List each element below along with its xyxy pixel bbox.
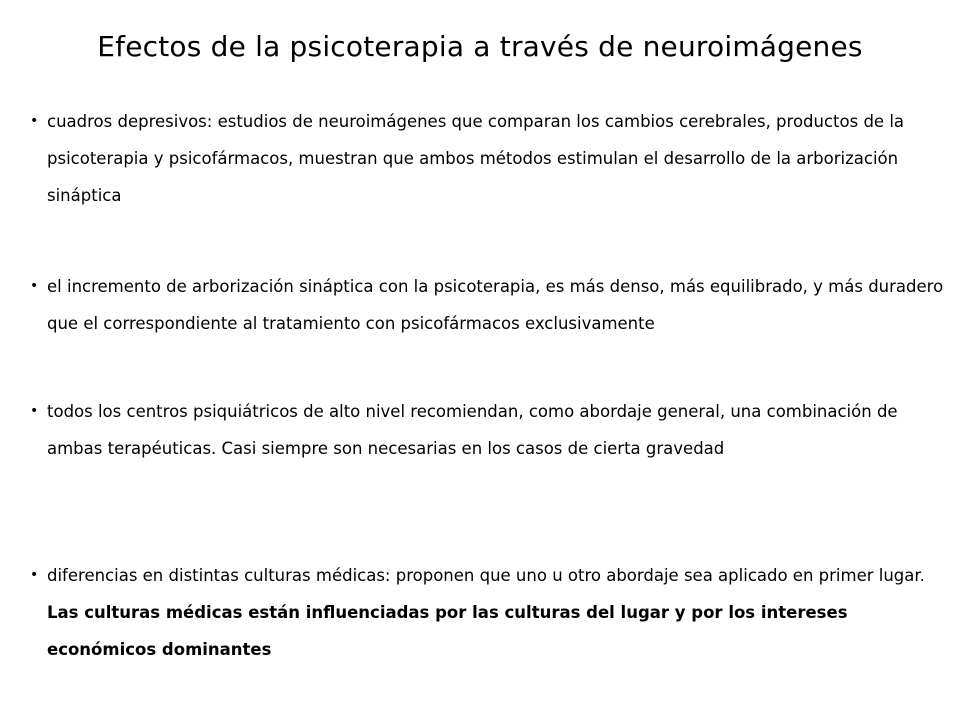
- bullet-text-mixed: [47, 557, 945, 668]
- bullet-marker: •: [30, 567, 39, 583]
- bullet-text: todos los centros psiquiátricos de alto nivel recomiendan, como abordaje general, una combinación de ambas terapéuticas. Casi siempre son necesarias en los casos de cierta gravedad: [47, 402, 898, 458]
- bullet-text-bold: Las culturas médicas están influenciadas por las culturas del lugar y por los intereses económicos dominantes: [47, 603, 848, 659]
- bullet-marker: •: [30, 113, 39, 129]
- bullet-item: [30, 557, 945, 668]
- bullet-item: [30, 268, 945, 342]
- bullet-marker: •: [30, 278, 39, 294]
- slide-title: Efectos de la psicoterapia a través de neuroimágenes: [97, 30, 863, 63]
- bullet-text: diferencias en distintas culturas médicas: proponen que uno u otro abordaje sea aplicado en primer lugar.: [47, 566, 925, 585]
- bullet-item: [30, 393, 945, 467]
- bullet-marker: •: [30, 403, 39, 419]
- bullet-text: cuadros depresivos: estudios de neuroimágenes que comparan los cambios cerebrales, productos de la psicoterapia y psicofármacos, muestran que ambos métodos estimulan el desarrollo de la arborización sináptica: [47, 112, 905, 205]
- bullet-item: [30, 103, 945, 214]
- bullet-text: el incremento de arborización sináptica con la psicoterapia, es más denso, más equilibrado, y más duradero que el correspondiente al tratamiento con psicofármacos exclusivamente: [47, 277, 944, 333]
